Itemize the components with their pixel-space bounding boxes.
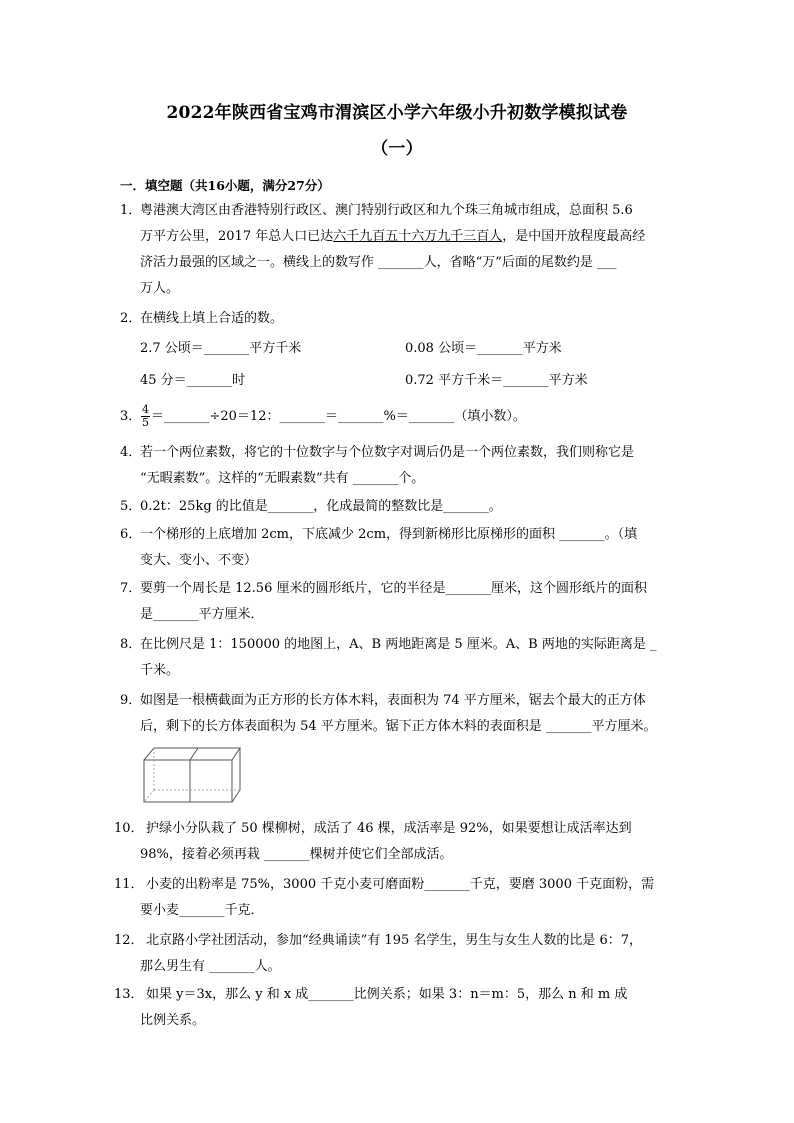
question-text xyxy=(140,224,680,250)
question-text: 在比例尺是 1：150000 的地图上，A、B 两地距离是 5 厘米。A、B 两地的实际距离是 _ xyxy=(140,637,657,652)
question-number: 8． xyxy=(120,637,142,652)
question-text: 粤港澳大湾区由香港特别行政区、澳门特别行政区和九个珠三角城市组成，总面积 5.6 xyxy=(140,203,633,218)
question-text: 一个梯形的上底增加 2cm，下底减少 2cm，得到新梯形比原梯形的面积 _______。（填 xyxy=(140,527,638,542)
sub-item-d: 0.72 平方千米＝_______平方米 xyxy=(405,373,588,388)
question-text: 护绿小分队栽了 50 棵柳树，成活了 46 棵，成活率是 92%，如果要想让成活率达到 xyxy=(146,821,632,836)
question-text: 比例关系。 xyxy=(140,1013,206,1028)
fraction-numerator: 4 xyxy=(142,403,149,416)
question-number: 5． xyxy=(120,499,142,514)
section-heading: 一．填空题（共16小题，满分27分） xyxy=(120,178,330,193)
question-number: 7． xyxy=(120,581,142,596)
question-number: 3． xyxy=(120,409,142,424)
question-number: 12． xyxy=(114,933,144,948)
question-number: 1． xyxy=(120,203,142,218)
question-number: 4． xyxy=(120,445,142,460)
underlined-number-text: 六千九百五十六万九千三百人 xyxy=(333,229,503,244)
sub-item-a: 2.7 公顷＝_______平方千米 xyxy=(140,341,302,356)
question-number: 11． xyxy=(114,877,144,892)
question-text: 万人。 xyxy=(140,281,180,296)
question-text: 若一个两位素数，将它的十位数字与个位数字对调后仍是一个两位素数，我们则称它是 xyxy=(140,445,635,460)
question-text: “无暇素数”。这样的“无暇素数”共有 _______个。 xyxy=(140,471,425,486)
question-text: 98%，接着必须再栽 _______棵树并使它们全部成活。 xyxy=(140,847,453,862)
question-text: 北京路小学社团活动，参加“经典诵读”有 195 名学生，男生与女生人数的比是 6：7， xyxy=(146,933,643,948)
fraction-denominator: 5 xyxy=(142,416,149,429)
question-number: 13． xyxy=(114,987,144,1002)
cuboid-top-face xyxy=(144,748,240,760)
hidden-edge xyxy=(144,790,154,802)
question-text: 0.2t：25kg 的比值是_______，化成最简的整数比是_______。 xyxy=(140,499,502,514)
sub-item-c: 45 分＝_______时 xyxy=(140,373,246,388)
question-text: 是_______平方厘米． xyxy=(140,607,264,622)
sub-item-b: 0.08 公顷＝_______平方米 xyxy=(405,341,562,356)
question-text: 济活力最强的区域之一。横线上的数写作 _______人，省略“万”后面的尾数约是 ___ xyxy=(140,255,617,270)
question-number: 9． xyxy=(120,693,142,708)
exam-subtitle: （一） xyxy=(371,139,423,159)
text-segment: ＝_______÷20＝12：_______＝_______%＝_______（填小数）。 xyxy=(151,409,526,424)
text-segment: 万平方公里，2017 年总人口已达 xyxy=(140,229,334,244)
cuboid-front-face xyxy=(144,760,232,802)
exam-title: 2022年陕西省宝鸡市渭滨区小学六年级小升初数学模拟试卷 xyxy=(166,103,628,123)
question-text: 小麦的出粉率是 75%，3000 千克小麦可磨面粉_______千克，要磨 3000 千克面粉，需 xyxy=(146,877,655,892)
question-text: 要小麦_______千克． xyxy=(140,903,264,918)
question-text: 后，剩下的长方体表面积为 54 平方厘米。锯下正方体木料的表面积是 _______平方厘米。 xyxy=(140,719,657,734)
text-segment: ，是中国开放程度最高经 xyxy=(502,229,646,244)
question-number: 2． xyxy=(120,311,142,326)
question-text: 如图是一根横截面为正方形的长方体木料，表面积为 74 平方厘米，锯去个最大的正方体 xyxy=(140,693,646,708)
question-text: 千米。 xyxy=(140,663,180,678)
cuboid-figure xyxy=(140,744,244,806)
question-text xyxy=(140,404,680,430)
question-text: 那么男生有 _______人。 xyxy=(140,959,281,974)
question-text: 变大、变小、不变） xyxy=(140,553,258,568)
question-text: 在横线上填上合适的数。 xyxy=(140,311,284,326)
question-text: 要剪一个周长是 12.56 厘米的圆形纸片，它的半径是_______厘米，这个圆形纸片的面积 xyxy=(140,581,647,596)
question-text: 如果 y＝3x，那么 y 和 x 成_______比例关系；如果 3：n＝m：5，那么 n 和 m 成 xyxy=(146,987,628,1002)
question-number: 6． xyxy=(120,527,142,542)
cut-line xyxy=(190,748,198,760)
cuboid-right-face xyxy=(232,748,240,802)
fraction xyxy=(141,404,150,429)
question-number: 10． xyxy=(114,821,144,836)
